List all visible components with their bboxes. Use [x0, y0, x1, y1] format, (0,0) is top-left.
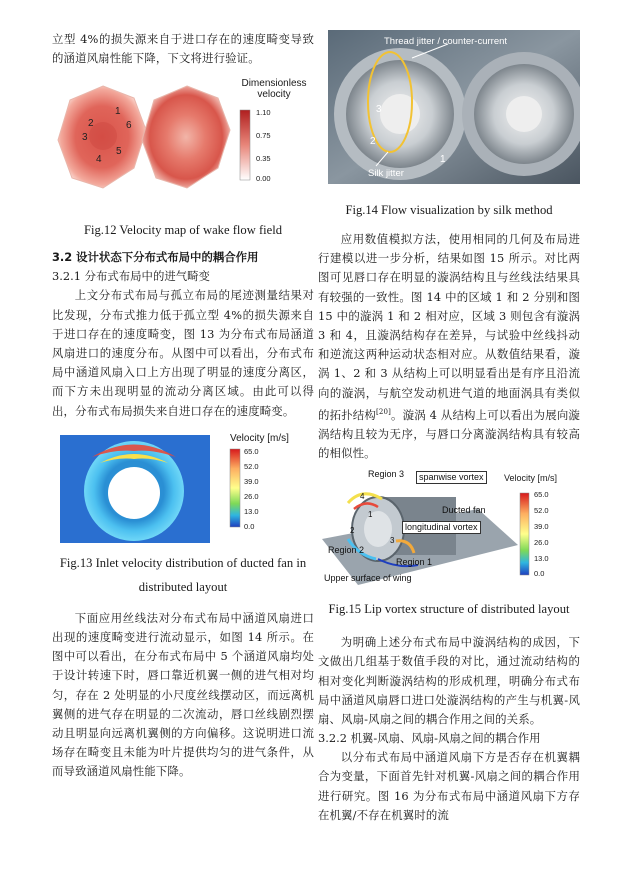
legend-colorbar: [230, 449, 240, 527]
paragraph-right-2: 为明确上述分布式布局中漩涡结构的成因，下文做出几组基于数值手段的对比，通过流动结构的相对变化判断漩涡结构的形成机理，明确分布式布局中涵道风扇唇口进口处漩涡结构的产生与机翼-风扇、风扇-风扇之间的耦合作用之间的关系。: [318, 635, 580, 727]
legend-title: Velocity [m/s]: [230, 432, 289, 444]
region-label-1: 1: [440, 154, 446, 165]
region-label-4: 4: [96, 154, 102, 166]
legend-tick: 0.00: [256, 174, 271, 184]
legend-tick: 26.0: [534, 538, 549, 548]
paragraph-right-1-tail: 。漩涡 4 从结构上可以看出为展向漩涡结构且较为无序，与唇口分离漩涡结构具有较高的相似性。: [318, 407, 580, 461]
legend-tick: 65.0: [244, 446, 259, 456]
region-label-3: 3: [82, 132, 88, 144]
label-longitudinal-vortex: longitudinal vortex: [402, 521, 481, 534]
vortex-label-4: 4: [360, 492, 365, 502]
figure-14-caption: Fig.14 Flow visualization by silk method: [345, 203, 553, 217]
figure-13: [52, 427, 314, 547]
label-ducted-fan: Ducted fan: [442, 505, 486, 516]
legend-tick: 26.0: [244, 491, 259, 501]
left-column: [52, 30, 314, 782]
legend-tick: 0.0: [244, 521, 255, 531]
section-heading-3-2-1: 3.2.1 分布式布局中的进气畸变: [52, 269, 210, 284]
wake-map-right: [142, 86, 230, 188]
figure-13-caption-line2: distributed layout: [138, 579, 228, 594]
region-label-6: 6: [126, 120, 132, 132]
figure-14-photo: [328, 30, 580, 184]
vortex-label-3: 3: [390, 536, 395, 546]
vortex-label-2: 2: [350, 526, 355, 536]
legend-tick: 0.0: [534, 569, 545, 579]
figure-13-graphic: [52, 427, 314, 547]
legend-colorbar: [520, 493, 529, 575]
paragraph-right-1-body: 应用数值模拟方法，使用相同的几何及布局进行建模以进一步分析，结果如图 15 所示。对比两图可见唇口存在明显的漩涡结构且与丝线法结果具有较强的一致性。图 14 中的区域 1 和 2 分别和图 15 中的漩涡 1 和 2 相对应，区域 3 则包含有漩涡 3 和 4，且漩涡结构存在差异，与试验中丝线抖动和逆流这两种运动状态相对应。从数值结果看，漩涡 1、2 和 3 从结构上可以明显看出是有序且沿流向的漩涡，与航空发动机进气道的地面涡具有类似的拓扑结构: [318, 232, 580, 422]
figure-14: [328, 30, 580, 184]
paragraph-right-1: [318, 230, 580, 463]
legend-tick: 52.0: [534, 506, 549, 516]
legend-tick: 1.10: [256, 108, 271, 118]
label-region-1: Region 1: [396, 557, 433, 568]
label-region-2: Region 2: [328, 545, 365, 556]
right-column: [318, 30, 580, 825]
legend-tick: 13.0: [244, 506, 259, 516]
figure-12-caption: Fig.12 Velocity map of wake flow field: [83, 223, 283, 238]
inlet-hub: [108, 467, 160, 519]
paragraph-right-3: 以分布式布局中涵道风扇下方是否存在机翼耦合为变量，下面首先针对机翼-风扇之间的耦合作用进行研究。图 16 为分布式布局中涵道风扇下方存在机翼/不存在机翼时的流: [318, 750, 580, 822]
label-upper-surface: Upper surface of wing: [324, 573, 412, 584]
label-region-3: Region 3: [368, 469, 405, 480]
paragraph-3-2-1: 上文分布式布局与孤立布局的尾迹测量结果对比发现，分布式推力低于孤立型 4%的损失源来自于进口存在的速度畸变，图 13 为分布式布局涵道风扇进口的速度分布。从图中可以看出，分布式布局中涵道风扇入口上方出现了明显的速度分离区，而下方未出现明显的流动分离区域。由此可以得出，分布式布局损失来自进口存在的速度畸变。: [52, 288, 314, 418]
legend-colorbar: [240, 110, 250, 180]
region-label-2: 2: [88, 118, 94, 130]
region-label-5: 5: [116, 146, 122, 158]
legend-tick: 65.0: [534, 490, 549, 500]
legend-tick: 0.35: [256, 154, 271, 164]
section-heading-3-2-2: 3.2.2 机翼-风扇、风扇-风扇之间的耦合作用: [318, 731, 541, 746]
section-heading-3-2: 3.2 设计状态下分布式布局中的耦合作用: [52, 250, 259, 265]
figure-12: [52, 78, 314, 210]
citation-ref: [20]: [375, 407, 391, 416]
legend-tick: 39.0: [244, 476, 259, 486]
label-silk-jitter: Silk jitter: [368, 168, 404, 179]
region-label-3: 3: [376, 104, 382, 115]
region-label-2: 2: [370, 136, 376, 147]
hub-left: [380, 94, 420, 134]
label-thread-jitter: Thread jitter / counter-current: [384, 36, 508, 47]
legend-tick: 13.0: [534, 554, 549, 564]
legend-tick: 52.0: [244, 461, 259, 471]
hub-right: [506, 96, 542, 132]
paragraph-top: 立型 4%的损失源来自于进口存在的速度畸变导致的涵道风扇性能下降，下文将进行验证。: [52, 32, 314, 66]
paragraph-bottom: 下面应用丝线法对分布式布局中涵道风扇进口出现的速度畸变进行流动显示，如图 14 所示。在图中可以看出，在分布式布局中 5 个涵道风扇均处于设计转速下时，唇口靠近机翼一侧的进气相对均匀，存在 2 处明显的小尺度丝线摆动区，而远离机翼侧的进气存在明显的二次流动，唇口丝线剧烈摆动且明显向远离机翼侧的方向偏移。这说明进口流场存在畸变且未能为叶片提供均匀的进气条件，从而导致涵道风扇性能下降。: [52, 610, 314, 779]
figure-13-caption-line1: Fig.13 Inlet velocity distribution of ducted fan in: [59, 555, 307, 570]
legend-title: Dimensionless velocity: [241, 78, 307, 101]
figure-15-caption: Fig.15 Lip vortex structure of distributed layout: [328, 602, 570, 617]
legend-tick: 0.75: [256, 131, 271, 141]
figure-15: [318, 469, 580, 591]
region-label-1: 1: [115, 106, 121, 118]
label-spanwise-vortex: spanwise vortex: [416, 471, 487, 484]
vortex-label-1: 1: [368, 510, 373, 520]
legend-tick: 39.0: [534, 522, 549, 532]
legend-title: Velocity [m/s]: [504, 473, 558, 484]
